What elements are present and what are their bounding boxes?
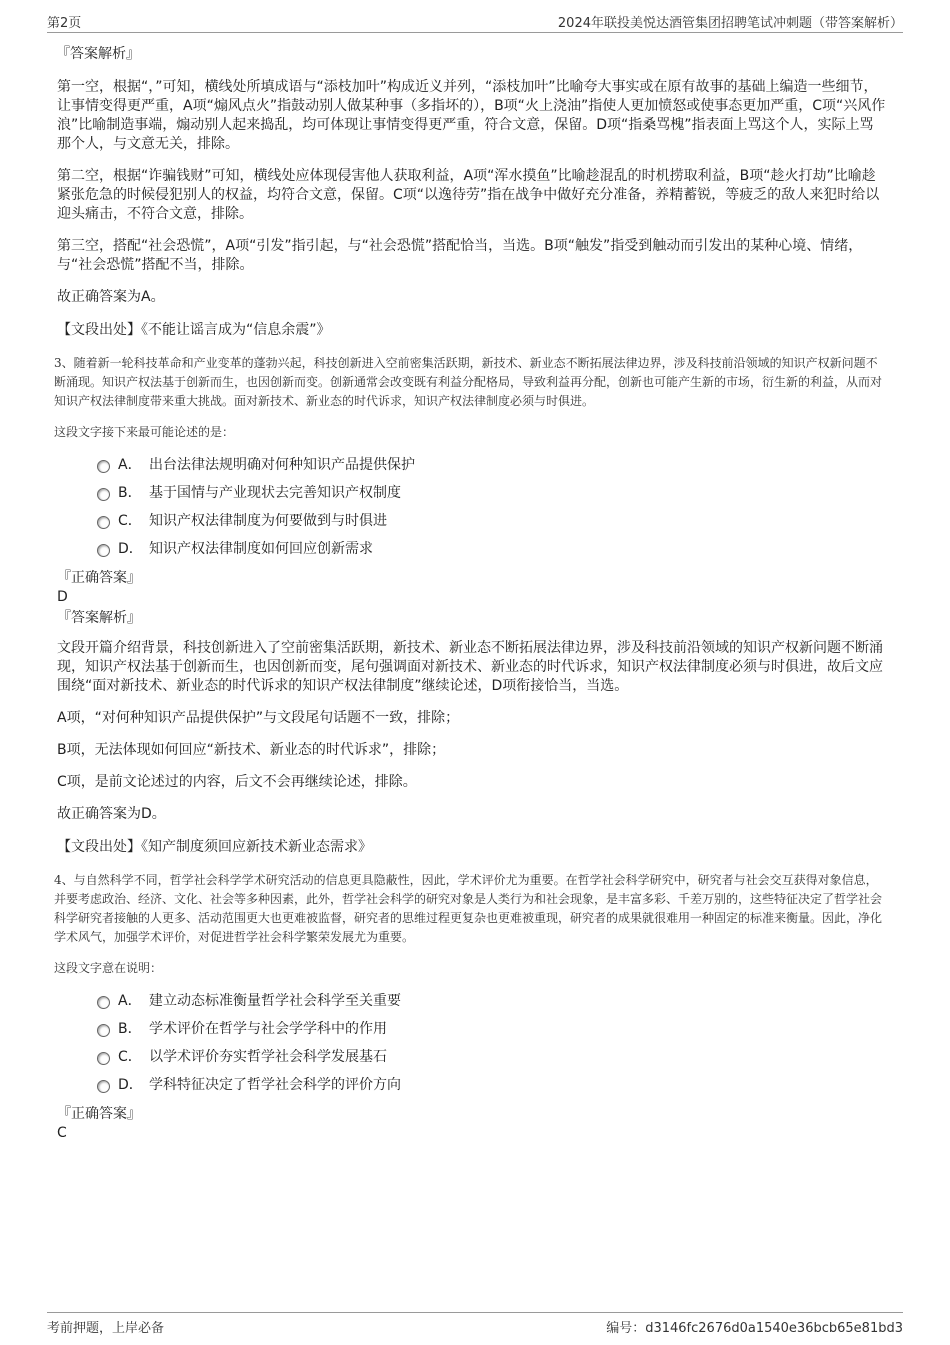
option-a[interactable]: [57, 452, 887, 480]
option-letter: B．: [118, 1021, 142, 1037]
passage-source: 【文段出处】《知产制度须回应新技术新业态需求》: [57, 839, 372, 855]
analysis-option-b: B项，无法体现如何回应“新技术、新业态的时代诉求”，排除；: [57, 742, 446, 758]
option-letter: D．: [118, 1077, 143, 1093]
option-text: 基于国情与产业现状去完善知识产权制度: [149, 485, 401, 501]
radio-button[interactable]: [97, 1080, 110, 1093]
page-content: [54, 44, 887, 1142]
option-text: 以学术评价夯实哲学社会科学发展基石: [149, 1049, 387, 1065]
footer-slogan: 考前押题，上岸必备: [47, 1321, 165, 1336]
page-footer: [47, 1312, 903, 1337]
option-d[interactable]: [57, 536, 887, 564]
radio-button[interactable]: [97, 1052, 110, 1065]
question-stem: 3、随着新一轮科技革命和产业变革的蓬勃兴起，科技创新进入空前密集活跃期，新技术、新业态不断拓展法律边界，涉及科技前沿领域的知识产权新问题不断涌现。知识产权法基于创新而生，也因创新而变。创新通常会改变既有利益分配格局，导致利益再分配，创新也可能产生新的市场，衍生新的利益，从而对知识产权法律制度带来重大挑战。面对新技术、新业态的时代诉求，知识产权法律制度必须与时俱进。: [54, 356, 883, 408]
option-b[interactable]: [57, 1016, 887, 1044]
option-d[interactable]: [57, 1072, 887, 1100]
question-stem: 4、与自然科学不同，哲学社会科学学术研究活动的信息更具隐蔽性，因此，学术评价尤为重要。在哲学社会科学研究中，研究者与社会交互获得对象信息，并要考虑政治、经济、文化、社会等多种因素，此外，哲学社会科学的研究对象是人类行为和社会现象，是丰富多彩、千差万别的，这些特征决定了哲学社会科学研究者接触的人更多、活动范围更大也更难被监督，研究者的思维过程更复杂也更难被重现，研究者的成果就很难用一种固定的标准来衡量。因此，净化学术风气，加强学术评价，对促进哲学社会科学繁荣发展尤为重要。: [54, 873, 883, 944]
radio-button[interactable]: [97, 996, 110, 1009]
correct-answer: C: [57, 1125, 67, 1141]
option-b[interactable]: [57, 480, 887, 508]
page-number: 第2页: [47, 16, 82, 31]
document-id: 编号：d3146fc2676d0a1540e36bcb65e81bd3: [606, 1321, 903, 1336]
option-letter: B．: [118, 485, 142, 501]
correct-answer: D: [57, 589, 68, 605]
option-letter: A．: [118, 457, 142, 473]
radio-button[interactable]: [97, 516, 110, 529]
option-letter: C．: [118, 1049, 142, 1065]
correct-answer-label: 『正确答案』: [57, 1106, 141, 1122]
option-a[interactable]: [57, 988, 887, 1016]
analysis-option-c: C项，是前文论述过的内容，后文不会再继续论述，排除。: [57, 774, 417, 790]
option-letter: D．: [118, 541, 143, 557]
option-letter: A．: [118, 993, 142, 1009]
option-c[interactable]: [57, 1044, 887, 1072]
option-c[interactable]: [57, 508, 887, 536]
radio-button[interactable]: [97, 544, 110, 557]
radio-button[interactable]: [97, 1024, 110, 1037]
passage-source: 【文段出处】《不能让谣言成为“信息余震”》: [57, 322, 331, 338]
answer-conclusion: 故正确答案为A。: [57, 289, 165, 305]
analysis-paragraph: 文段开篇介绍背景，科技创新进入了空前密集活跃期，新技术、新业态不断拓展法律边界，涉及科技前沿领域的知识产权新问题不断涌现，知识产权法基于创新而生，也因创新而变，尾句强调面对新技术、新业态的时代诉求，知识产权法律制度必须与时俱进，故后文应围绕“面对新技术、新业态的时代诉求的知识产权法律制度”继续论述，D项衔接恰当，当选。: [57, 640, 883, 694]
option-text: 学科特征决定了哲学社会科学的评价方向: [149, 1077, 401, 1093]
analysis-label: 『答案解析』: [57, 610, 141, 626]
radio-button[interactable]: [97, 488, 110, 501]
analysis-paragraph-1: 第一空，根据“，”可知，横线处所填成语与“添枝加叶”构成近义并列，“添枝加叶”比喻夸大事实或在原有故事的基础上编造一些细节，让事情变得更严重，A项“煽风点火”指鼓动别人做某种事（多指坏的），B项“火上浇油”指使人更加愤怒或使事态更加严重，C项“兴风作浪”比喻制造事端，煽动别人起来捣乱，均可体现让事情变得更严重，符合文意，保留。D项“指桑骂槐”指表面上骂这个人，实际上骂那个人，与文意无关，排除。: [57, 79, 886, 152]
question-prompt: 这段文字意在说明：: [54, 961, 163, 975]
option-letter: C．: [118, 513, 142, 529]
option-text: 知识产权法律制度如何回应创新需求: [149, 541, 373, 557]
option-text: 学术评价在哲学与社会学学科中的作用: [149, 1021, 387, 1037]
option-text: 知识产权法律制度为何要做到与时俱进: [149, 513, 387, 529]
analysis-paragraph-3: 第三空，搭配“社会恐慌”，A项“引发”指引起，与“社会恐慌”搭配恰当，当选。B项“触发”指受到触动而引发出的某种心境、情绪，与“社会恐慌”搭配不当，排除。: [57, 238, 863, 273]
analysis-label: 『答案解析』: [56, 46, 140, 62]
document-title: 2024年联投美悦达酒管集团招聘笔试冲刺题（带答案解析）: [557, 16, 903, 31]
radio-button[interactable]: [97, 460, 110, 473]
correct-answer-label: 『正确答案』: [57, 570, 141, 586]
option-text: 建立动态标准衡量哲学社会科学至关重要: [149, 993, 401, 1009]
option-text: 出台法律法规明确对何种知识产品提供保护: [149, 457, 415, 473]
question-prompt: 这段文字接下来最可能论述的是：: [54, 425, 235, 439]
answer-conclusion: 故正确答案为D。: [57, 806, 166, 822]
analysis-paragraph-2: 第二空，根据“诈骗钱财”可知，横线处应体现侵害他人获取利益，A项“浑水摸鱼”比喻趁混乱的时机捞取利益，B项“趁火打劫”比喻趁紧张危急的时候侵犯别人的权益，均符合文意，保留。C项“以逸待劳”指在战争中做好充分准备，养精蓄锐，等疲乏的敌人来犯时给以迎头痛击，不符合文意，排除。: [57, 168, 880, 222]
analysis-option-a: A项，“对何种知识产品提供保护”与文段尾句话题不一致，排除；: [57, 710, 460, 726]
page-header: [47, 8, 903, 33]
